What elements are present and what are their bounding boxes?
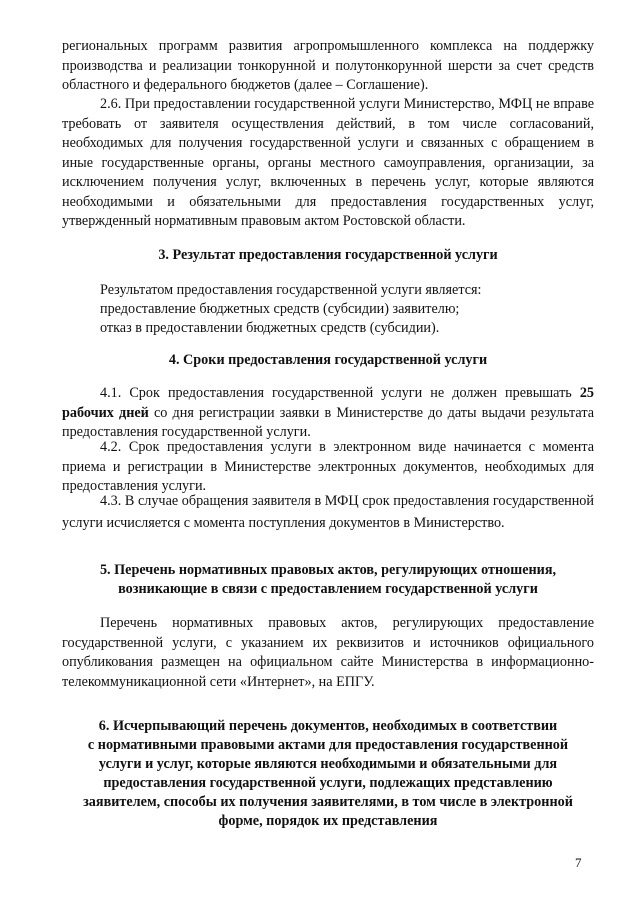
section-4-heading: 4. Сроки предоставления государственной услуги bbox=[168, 352, 488, 368]
section-5-body: Перечень нормативных правовых актов, регулирующих предоставление государственной услуги, с указанием их реквизитов и источников официального опубликования размещен на официальном сайте Министерства в информационно-телекоммуникационной сети «Интернет», на ЕПГУ. bbox=[62, 615, 594, 690]
intro-paragraph: региональных программ развития агропромышленного комплекса на поддержку производства и реализации тонкорунной и полутонкорунной шерсти за счет средств областного и федерального бюджетов (далее – Соглашение). bbox=[62, 38, 594, 93]
section-6-heading-line-2: с нормативными правовыми актами для предоставления государственной bbox=[87, 737, 569, 753]
page-number: 7 bbox=[575, 855, 582, 870]
paragraph-4-1-start: 4.1. Срок предоставления государственной услуги не должен превышать bbox=[100, 385, 580, 401]
section-6-heading-line-6: форме, порядок их представления bbox=[218, 813, 438, 829]
paragraph-4-1 bbox=[62, 384, 594, 443]
section-6-heading-line-4: предоставления государственной услуги, подлежащих представлению bbox=[103, 775, 553, 791]
paragraph-4-2: 4.2. Срок предоставления услуги в электронном виде начинается с момента приема и регистрации в Министерстве электронных документов, необходимых для предоставления услуги. bbox=[62, 439, 594, 494]
section-5-heading-line-1: 5. Перечень нормативных правовых актов, регулирующих отношения, bbox=[99, 562, 557, 578]
section-3-line-1: Результатом предоставления государственной услуги является: bbox=[100, 282, 482, 298]
section-6-heading-line-5: заявителем, способы их получения заявителями, в том числе в электронной bbox=[83, 794, 573, 810]
section-6-heading-line-1: 6. Исчерпывающий перечень документов, необходимых в соответствии bbox=[98, 718, 558, 734]
section-6-heading-line-3: услуги и услуг, которые являются необходимыми и обязательными для bbox=[98, 756, 558, 772]
section-3-line-3: отказ в предоставлении бюджетных средств (субсидии). bbox=[100, 320, 440, 336]
paragraph-4-3: 4.3. В случае обращения заявителя в МФЦ срок предоставления государственной услуги исчисляется с момента поступления документов в Министерство. bbox=[62, 493, 594, 531]
section-5-heading-line-2: возникающие в связи с предоставлением государственной услуги bbox=[118, 581, 538, 597]
paragraph-4-1-bold: 25 рабочих дней bbox=[62, 385, 594, 421]
section-3-line-2: предоставление бюджетных средств (субсидии) заявителю; bbox=[100, 301, 460, 317]
section-3-heading: 3. Результат предоставления государственной услуги bbox=[158, 247, 498, 263]
paragraph-4-1-end: со дня регистрации заявки в Министерстве до даты выдачи результата предоставления государственной услуги. bbox=[62, 404, 595, 440]
paragraph-2-6: 2.6. При предоставлении государственной услуги Министерство, МФЦ не вправе требовать от заявителя осуществления действий, в том числе согласований, необходимых для получения государственной услуги и связанных с обращением в иные государственные органы, органы местного самоуправления, организации, за исключением получения услуг, включенных в перечень услуг, которые являются необходимыми и обязательными для предоставления государственных услуг, утвержденный нормативным правовым актом Ростовской области. bbox=[62, 96, 594, 229]
